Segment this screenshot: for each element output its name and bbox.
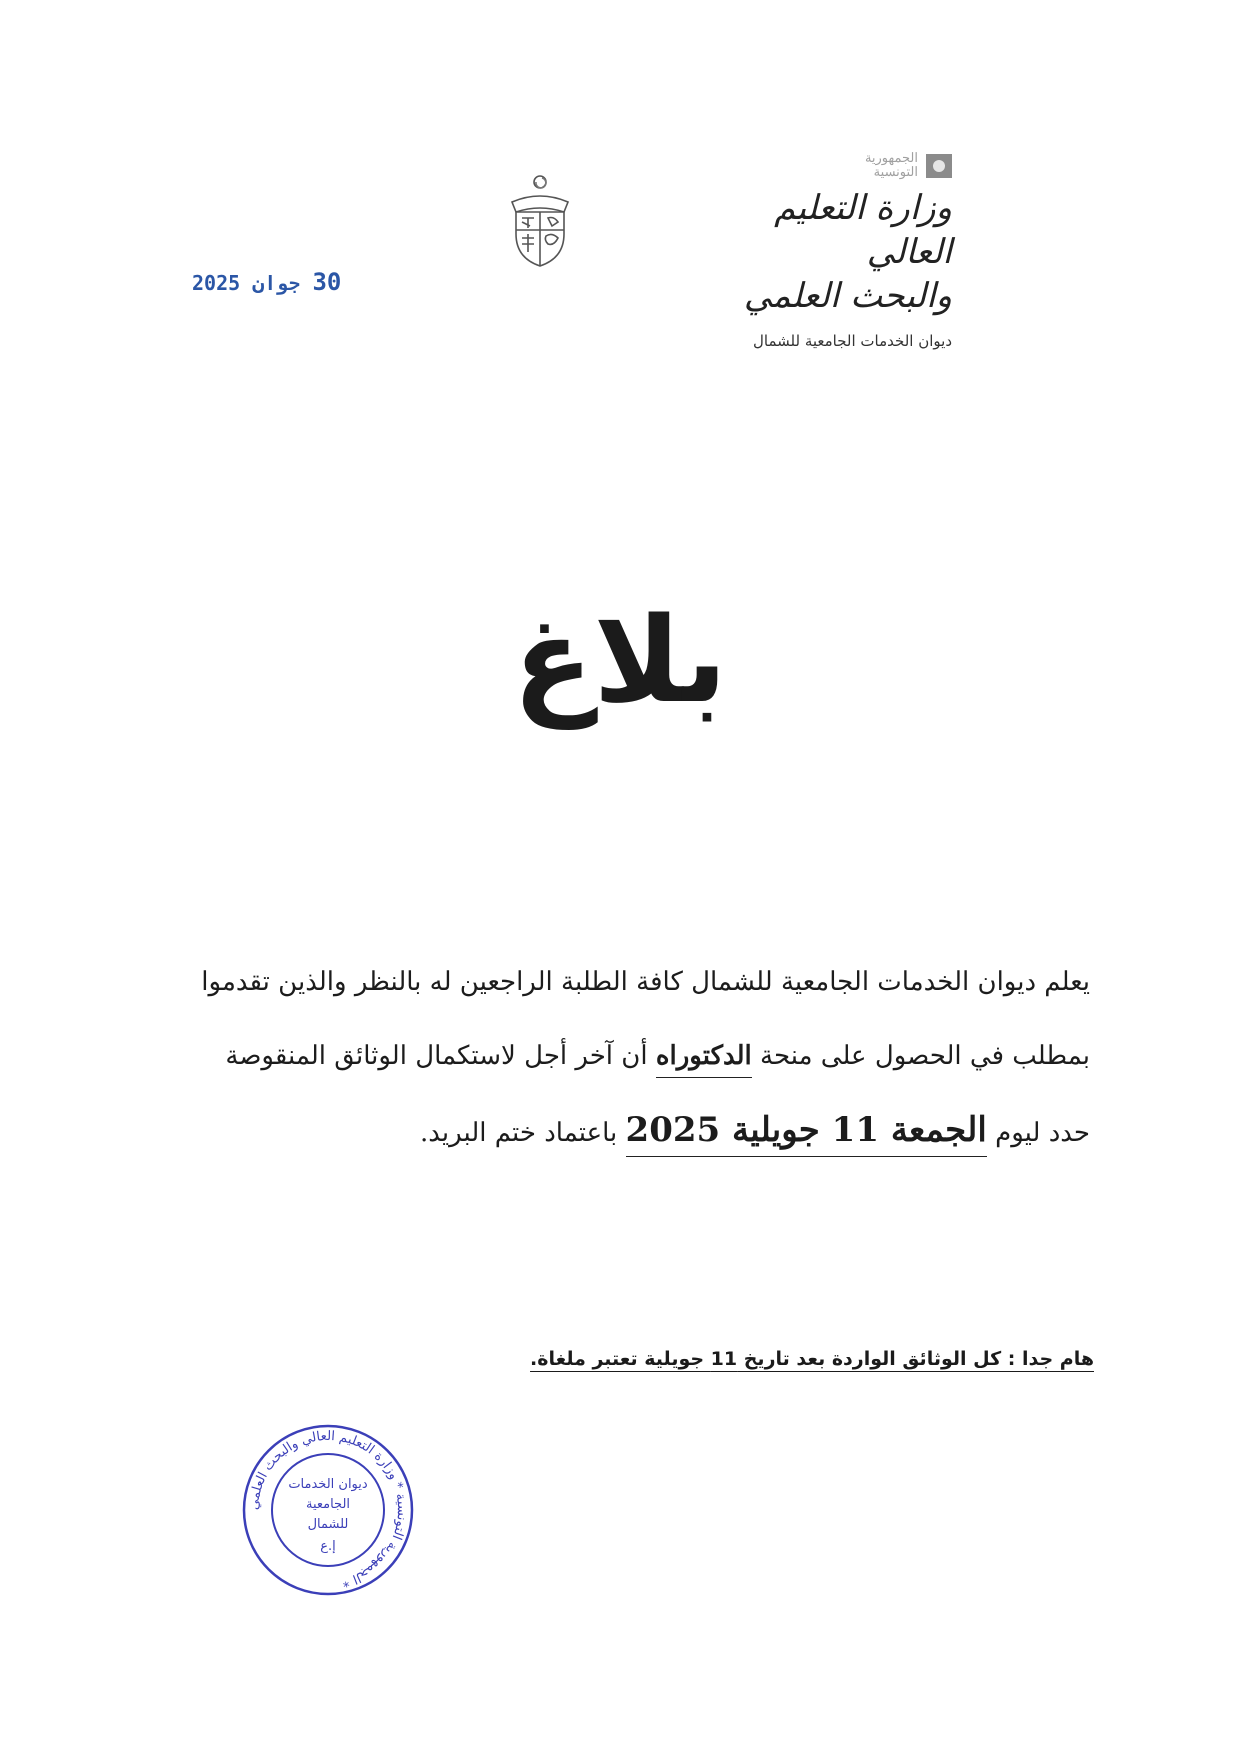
date-day: 30 [312, 268, 342, 296]
tunisia-flag-icon [926, 154, 952, 178]
announcement-body [140, 945, 1090, 1170]
seal-inner-line-1: ديوان الخدمات [288, 1477, 368, 1492]
date-month: جوان [252, 271, 301, 295]
body-line-1: يعلم ديوان الخدمات الجامعية للشمال كافة الطلبة الراجعين له بالنظر والذين تقدموا [201, 967, 1090, 997]
page-title: بلاغ [512, 591, 728, 729]
date-stamp [192, 268, 341, 296]
body-line-2: بمطلب في الحصول على منحة الدكتوراه أن آخر أجل لاستكمال الوثائق المنقوصة [140, 1019, 1090, 1093]
deadline-date: الجمعة 11 جويلية 2025 [626, 1110, 987, 1157]
seal-inner-line-3: للشمال [307, 1517, 349, 1532]
seal-outer-text: الجمهورية التونسية * وزارة التعليم العالي والبحث العلمي * [246, 1428, 410, 1590]
republic-label: الجمهورية التونسية [864, 151, 918, 180]
ministry-header [712, 148, 952, 350]
seal-inner-line-2: الجامعية [305, 1497, 351, 1512]
date-year: 2025 [192, 271, 241, 295]
ministry-name: وزارة التعليم العالي والبحث العلمي [743, 188, 952, 316]
important-notice: هام جدا : كل الوثائق الواردة بعد تاريخ 11 جويلية تعتبر ملغاة. [530, 1348, 1094, 1370]
republic-row [712, 148, 952, 184]
office-name: ديوان الخدمات الجامعية للشمال [753, 332, 952, 350]
official-seal-icon [238, 1420, 418, 1600]
seal-inner-line-4: إ.ع [320, 1539, 336, 1554]
body-line-3: حدد ليوم الجمعة 11 جويلية 2025 باعتماد ختم البريد. [140, 1093, 1090, 1170]
doctorate-keyword: الدكتوراه [656, 1041, 752, 1078]
tunisia-coat-of-arms-icon [500, 172, 580, 272]
